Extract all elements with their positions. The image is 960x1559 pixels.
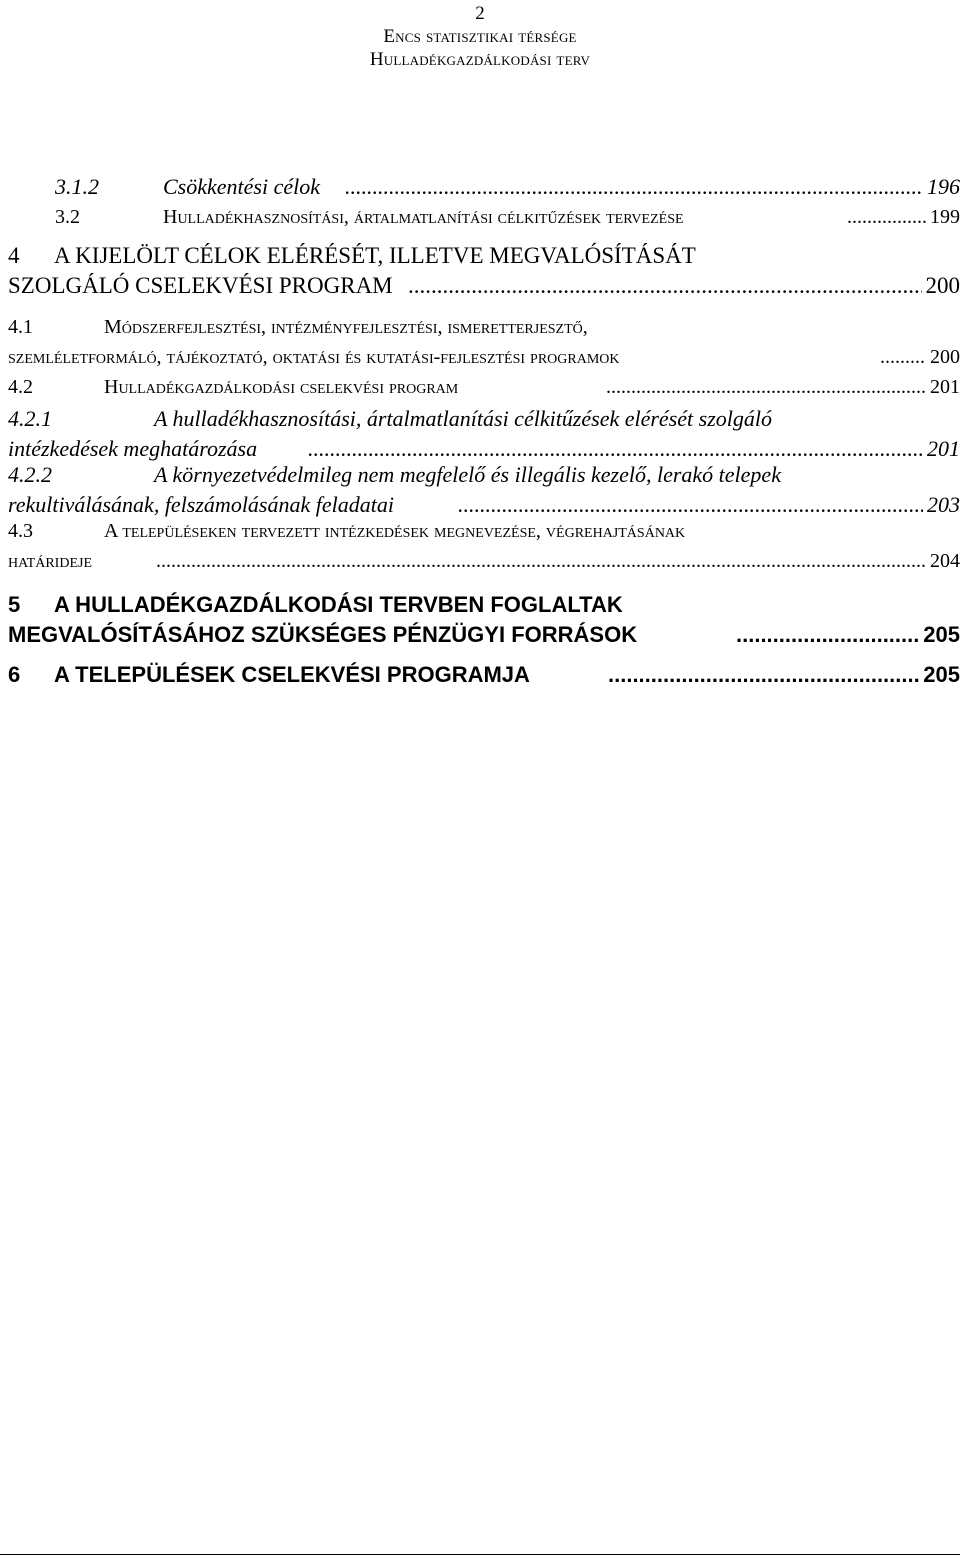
page-header: [0, 2, 960, 71]
toc-entry-3-2[interactable]: [55, 206, 960, 236]
toc-title: A TELEPÜLÉSEK CSELEKVÉSI PROGRAMJA: [54, 662, 530, 687]
toc-title-line2: határideje: [8, 550, 92, 572]
toc-page-number: 205: [923, 622, 960, 647]
toc-page-number: 200: [930, 346, 960, 368]
toc-number: 4.1: [8, 316, 33, 338]
toc-title-line2: szemléletformáló, tájékoztató, oktatási és kutatási-fejlesztési programok: [8, 346, 620, 368]
toc-title: Hulladékhasznosítási, ártalmatlanítási célkitűzések tervezése: [163, 206, 684, 228]
toc-title: Csökkentési célok: [163, 174, 320, 199]
footer-rule: [0, 1554, 960, 1555]
toc-title-line1: A környezetvédelmileg nem megfelelő és illegális kezelő, lerakó telepek: [154, 462, 781, 487]
toc-title-line2: SZOLGÁLÓ CSELEKVÉSI PROGRAM: [8, 273, 393, 298]
toc-title-line2: intézkedések meghatározása: [8, 436, 258, 461]
toc-number: 5: [8, 592, 21, 617]
toc-title-line1: A HULLADÉKGAZDÁLKODÁSI TERVBEN FOGLALTAK: [54, 592, 623, 617]
toc-page-number: 203: [927, 492, 960, 517]
toc-entry-4-2[interactable]: [8, 376, 960, 406]
toc-number: 3.1.2: [55, 174, 99, 199]
toc-page-number: 196: [927, 174, 960, 199]
toc-number: 4.3: [8, 520, 33, 542]
toc-title-line1: A KIJELÖLT CÉLOK ELÉRÉSÉT, ILLETVE MEGVALÓSÍTÁSÁT: [54, 243, 696, 268]
toc-page-number: 205: [923, 662, 960, 687]
toc-page-number: 200: [925, 273, 960, 298]
toc-page-number: 199: [930, 206, 960, 228]
toc-title-line1: A településeken tervezett intézkedések megnevezése, végrehajtásának: [104, 520, 686, 542]
toc-number: 4.2: [8, 376, 33, 398]
toc-number: 4.2.1: [8, 406, 52, 431]
toc-entry-3-1-2[interactable]: [55, 174, 960, 204]
header-title-line2: Hulladékgazdálkodási terv: [369, 49, 591, 70]
toc-entry-6[interactable]: [8, 662, 960, 692]
toc-title: Hulladékgazdálkodási cselekvési program: [104, 376, 459, 398]
toc-number: 3.2: [55, 206, 80, 228]
toc-page-number: 201: [930, 376, 960, 398]
toc-title-line1: Módszerfejlesztési, intézményfejlesztési, ismeretterjesztő,: [104, 316, 588, 338]
toc-number: 6: [8, 662, 21, 687]
toc-title-line2: rekultiválásának, felszámolásának feladatai: [8, 492, 394, 517]
toc-page-number: 204: [930, 550, 960, 572]
toc-title-line1: A hulladékhasznosítási, ártalmatlanítási célkitűzések elérését szolgáló: [154, 406, 772, 431]
toc-number: 4: [8, 243, 20, 268]
toc-number: 4.2.2: [8, 462, 52, 487]
header-title-line1: Encs statisztikai térsége: [383, 26, 577, 47]
toc-title-line2: MEGVALÓSÍTÁSÁHOZ SZÜKSÉGES PÉNZÜGYI FORRÁSOK: [8, 622, 638, 647]
toc-page-number: 201: [927, 436, 960, 461]
page-number: 2: [475, 3, 485, 24]
